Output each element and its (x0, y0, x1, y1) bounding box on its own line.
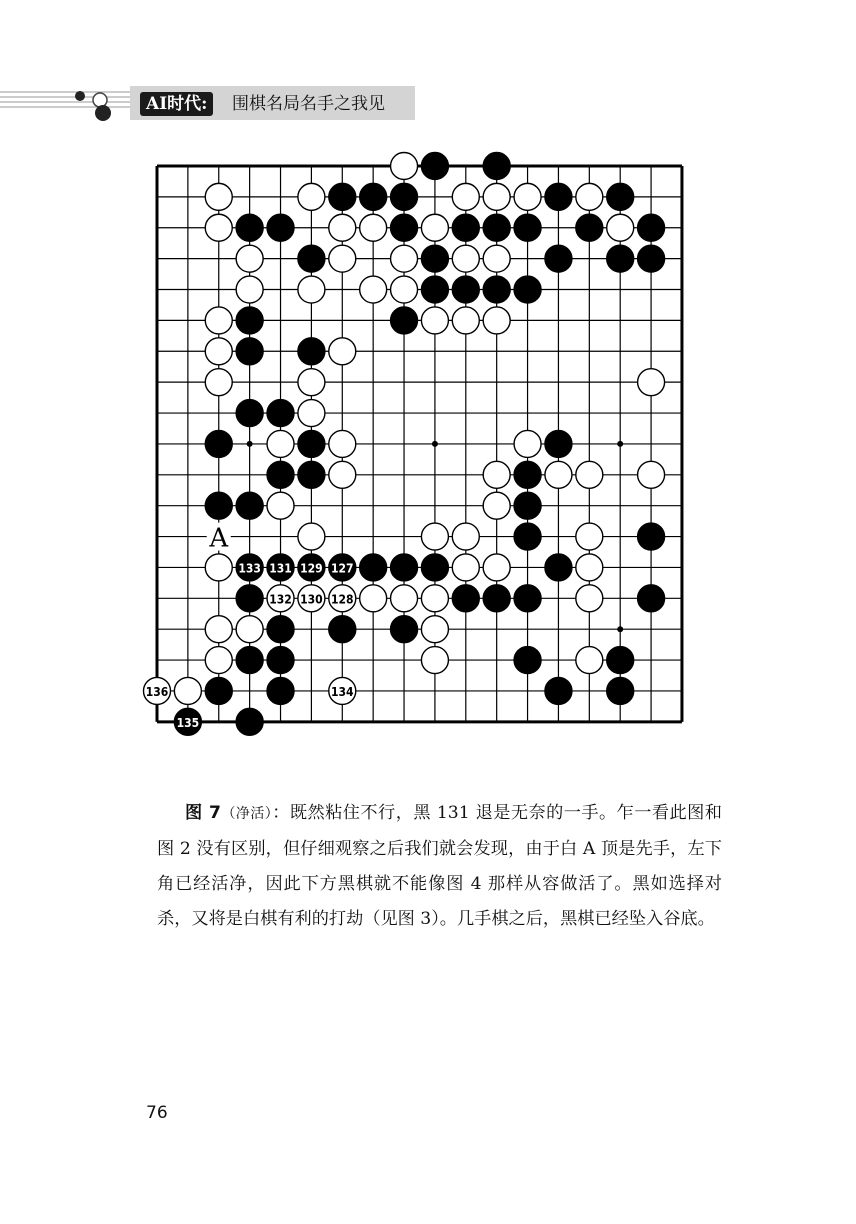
white-stone (267, 492, 294, 519)
move-number: 130 (300, 592, 323, 607)
move-number: 131 (269, 561, 292, 576)
white-stone (483, 554, 510, 581)
white-stone (267, 430, 294, 457)
white-stone (483, 307, 510, 334)
black-stone (391, 616, 418, 643)
black-stone (236, 214, 263, 241)
black-stone (545, 554, 572, 581)
black-stone (205, 677, 232, 704)
white-stone (576, 183, 603, 210)
white-stone (298, 369, 325, 396)
white-stone (452, 245, 479, 272)
white-stone (174, 677, 201, 704)
black-stone (236, 708, 263, 735)
white-stone (421, 307, 448, 334)
black-stone (267, 461, 294, 488)
black-stone (421, 276, 448, 303)
white-stone (329, 245, 356, 272)
white-stone (638, 461, 665, 488)
white-stone (483, 492, 510, 519)
white-stone (545, 461, 572, 488)
black-stone (514, 492, 541, 519)
black-stone (267, 616, 294, 643)
white-stone (421, 585, 448, 612)
white-stone (607, 214, 634, 241)
star-point (617, 626, 623, 632)
black-stone (360, 554, 387, 581)
white-stone (236, 276, 263, 303)
white-stone (452, 523, 479, 550)
black-stone (638, 585, 665, 612)
move-number: 127 (331, 561, 354, 576)
move-number: 136 (145, 684, 169, 699)
black-stone (267, 677, 294, 704)
white-stone (205, 183, 232, 210)
white-stone (452, 554, 479, 581)
white-stone (298, 276, 325, 303)
white-stone (576, 585, 603, 612)
star-point (617, 441, 623, 447)
white-stone (360, 276, 387, 303)
header-subtitle: 围棋名局名手之我见 (232, 94, 385, 114)
black-stone (391, 307, 418, 334)
black-stone (452, 276, 479, 303)
black-stone (205, 430, 232, 457)
black-stone (483, 214, 510, 241)
black-stone (360, 183, 387, 210)
star-point (247, 441, 253, 447)
move-number: 128 (331, 592, 354, 607)
black-stone (514, 461, 541, 488)
white-stone (298, 523, 325, 550)
black-stone (545, 677, 572, 704)
white-stone (576, 554, 603, 581)
figure-sub-label: （净活） (221, 806, 273, 822)
white-stone (329, 214, 356, 241)
move-number: 134 (331, 684, 354, 699)
white-stone (205, 307, 232, 334)
board-grid (157, 166, 682, 722)
white-stone (514, 430, 541, 457)
white-stone (329, 430, 356, 457)
white-stone (205, 214, 232, 241)
black-stone (576, 214, 603, 241)
white-stone (638, 369, 665, 396)
white-stone (205, 554, 232, 581)
black-stone (391, 183, 418, 210)
white-stone (514, 183, 541, 210)
white-stone (236, 245, 263, 272)
black-stone (329, 183, 356, 210)
label-a: A (209, 523, 229, 554)
move-number: 133 (238, 561, 261, 576)
black-stone (607, 647, 634, 674)
black-stone (514, 647, 541, 674)
black-stone (236, 400, 263, 427)
black-stone (391, 554, 418, 581)
black-stone (483, 585, 510, 612)
black-stone (298, 245, 325, 272)
black-stone (267, 214, 294, 241)
black-stone (545, 430, 572, 457)
black-stone (545, 183, 572, 210)
white-stone (421, 616, 448, 643)
white-stone (236, 616, 263, 643)
black-stone (298, 461, 325, 488)
white-stone (483, 183, 510, 210)
white-stone (576, 523, 603, 550)
black-stone (638, 214, 665, 241)
move-number: 129 (300, 561, 323, 576)
black-stone (267, 400, 294, 427)
white-stone (452, 307, 479, 334)
black-stone (236, 307, 263, 334)
black-stone (329, 616, 356, 643)
white-stone (360, 214, 387, 241)
white-stone (483, 461, 510, 488)
figure-label: 图 7 (185, 803, 222, 823)
black-stone (452, 214, 479, 241)
black-stone (236, 492, 263, 519)
page-number: 76 (146, 1103, 168, 1123)
caption-text: ：既然粘住不行，黑 131 退是无奈的一手。乍一看此图和图 2 没有区别，但仔细观察之后我们就会发现，由于白 A 顶是先手，左下角已经活净，因此下方黑棋就不能像图 4 那样从容做活了。黑如选择对杀，又将是白棋有利的打劫（见图 3）。几手棋之后，黑棋已经坠入谷底。 (157, 803, 722, 929)
white-stone (421, 214, 448, 241)
black-stone (607, 677, 634, 704)
white-stone (421, 647, 448, 674)
black-stone (638, 523, 665, 550)
black-stone (514, 276, 541, 303)
white-stone (576, 461, 603, 488)
white-stone (391, 153, 418, 180)
black-stone (236, 338, 263, 365)
black-stone (421, 153, 448, 180)
black-stone (638, 245, 665, 272)
white-stone (329, 461, 356, 488)
white-stone (391, 585, 418, 612)
white-stone (421, 523, 448, 550)
white-stone (452, 183, 479, 210)
white-stone (483, 245, 510, 272)
white-stone (576, 647, 603, 674)
white-stone (391, 245, 418, 272)
black-stone (483, 276, 510, 303)
move-number: 132 (269, 592, 292, 607)
black-stone (452, 585, 479, 612)
black-stone (545, 245, 572, 272)
black-stone (236, 647, 263, 674)
white-stone (298, 183, 325, 210)
black-stone (205, 492, 232, 519)
black-stone (298, 338, 325, 365)
black-stone (607, 183, 634, 210)
white-stone (391, 276, 418, 303)
black-stone (267, 647, 294, 674)
black-stone (421, 245, 448, 272)
figure-caption (157, 796, 722, 937)
header-tag: AI时代: (140, 92, 213, 116)
black-stone (298, 430, 325, 457)
white-stone (205, 647, 232, 674)
white-stone (298, 400, 325, 427)
star-point (432, 441, 438, 447)
move-number: 135 (176, 715, 200, 730)
black-stone (514, 585, 541, 612)
white-stone (205, 369, 232, 396)
white-stone (360, 585, 387, 612)
white-stone (205, 338, 232, 365)
black-stone (514, 523, 541, 550)
white-stone (329, 338, 356, 365)
black-stone (236, 585, 263, 612)
black-stone (514, 214, 541, 241)
black-stone (607, 245, 634, 272)
black-stone (421, 554, 448, 581)
white-stone (205, 616, 232, 643)
black-stone (483, 153, 510, 180)
black-stone (391, 214, 418, 241)
